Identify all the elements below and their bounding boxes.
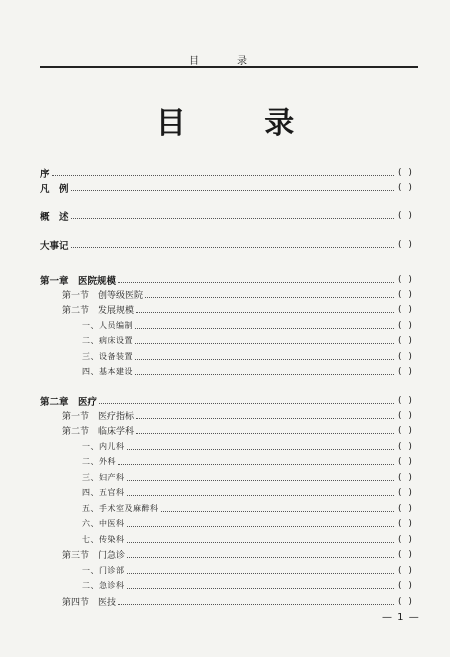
toc-leader-dots [71,189,394,191]
toc-entry-label: 二、病床设置 [82,336,133,345]
toc-entry-page: ( ) [398,565,414,576]
toc-entry[interactable] [0,272,450,287]
toc-leader-dots [136,417,394,419]
toc-entry-label: 第一章 医院规模 [40,275,117,287]
toc-leader-dots [135,342,394,344]
toc-entry-page: ( ) [398,425,414,436]
toc-entry-page: ( ) [398,274,414,285]
toc-entry-label: 大事记 [40,240,69,252]
toc-entry[interactable] [0,485,450,500]
toc-entry[interactable] [0,423,450,438]
toc-entry-label: 二、急诊科 [82,581,125,590]
toc-entry[interactable] [0,364,450,379]
toc-entry[interactable] [0,563,450,578]
toc-entry-label: 三、设备装置 [82,352,133,361]
toc-entry-label: 第二节 发展规模 [62,306,135,316]
toc-entry-page: ( ) [398,441,414,452]
toc-entry-page: ( ) [398,182,414,193]
toc-entry-page: ( ) [398,351,414,362]
toc-entry-page: ( ) [398,472,414,483]
toc-leader-dots [127,525,395,527]
toc-leader-dots [145,296,394,298]
toc-entry[interactable] [0,349,450,364]
toc-leader-dots [127,572,395,574]
toc-leader-dots [118,603,394,605]
toc-entry-page: ( ) [398,210,414,221]
toc-entry-label: 一、门诊部 [82,566,125,575]
toc-entry[interactable] [0,208,450,223]
toc-leader-dots [118,281,394,283]
toc-entry[interactable] [0,393,450,408]
toc-entry[interactable] [0,333,450,348]
header-rule [40,66,418,68]
toc-entry-page: ( ) [398,304,414,315]
toc-entry[interactable] [0,408,450,423]
toc-entry[interactable] [0,470,450,485]
toc-entry[interactable] [0,237,450,252]
toc-entry-label: 六、中医科 [82,519,125,528]
toc-entry-label: 一、内儿科 [82,442,125,451]
toc-entry-label: 四、基本建设 [82,367,133,376]
toc-entry[interactable] [0,318,450,333]
toc-entry-page: ( ) [398,487,414,498]
toc-entry-page: ( ) [398,534,414,545]
toc-entry[interactable] [0,501,450,516]
toc-entry-label: 四、五官科 [82,488,125,497]
toc-entry-label: 一、人员编制 [82,321,133,330]
page-title: 目 录 [155,106,329,141]
toc-entry[interactable] [0,532,450,547]
toc-entry-page: ( ) [398,167,414,178]
toc-leader-dots [52,174,394,176]
toc-entry-page: ( ) [398,580,414,591]
toc-entry-label: 第一节 医疗指标 [62,412,135,422]
toc-leader-dots [127,541,395,543]
toc-leader-dots [136,432,394,434]
page-number: — 1 — [382,612,420,623]
toc-leader-dots [127,587,395,589]
toc-entry-page: ( ) [398,395,414,406]
toc-leader-dots [99,402,394,404]
toc-entry[interactable] [0,547,450,562]
toc-leader-dots [127,448,395,450]
toc-entry[interactable] [0,454,450,469]
toc-entry[interactable] [0,165,450,180]
toc-entry-page: ( ) [398,596,414,607]
toc-entry-label: 五、手术室及麻醉科 [82,504,159,513]
toc-entry[interactable] [0,516,450,531]
toc-leader-dots [127,494,395,496]
toc-entry[interactable] [0,594,450,609]
toc-entry-page: ( ) [398,320,414,331]
toc-entry-page: ( ) [398,335,414,346]
toc-entry-page: ( ) [398,289,414,300]
toc-entry-label: 第一节 创等级医院 [62,291,144,301]
toc-entry-label: 序 [40,168,50,180]
toc-entry-label: 概 述 [40,211,69,223]
toc-leader-dots [135,358,394,360]
toc-leader-dots [135,327,394,329]
toc-entry-label: 第四节 医技 [62,598,117,608]
toc-entry-label: 第二章 医疗 [40,396,98,408]
toc-entry-page: ( ) [398,518,414,529]
toc-entry[interactable] [0,439,450,454]
toc-entry-label: 二、外科 [82,457,116,466]
toc-entry-label: 第三节 门急诊 [62,551,126,561]
toc-leader-dots [135,373,394,375]
toc-entry-page: ( ) [398,503,414,514]
toc-entry-page: ( ) [398,366,414,377]
toc-leader-dots [136,311,394,313]
toc-entry[interactable] [0,578,450,593]
toc-leader-dots [127,556,394,558]
toc-entry-page: ( ) [398,549,414,560]
toc-leader-dots [118,463,394,465]
toc-leader-dots [161,510,395,512]
toc-entry-label: 七、传染科 [82,535,125,544]
toc-leader-dots [71,246,394,248]
toc-entry-page: ( ) [398,239,414,250]
toc-entry[interactable] [0,180,450,195]
toc-entry[interactable] [0,287,450,302]
toc-entry[interactable] [0,302,450,317]
toc-entry-page: ( ) [398,410,414,421]
running-header: 目 录 [189,56,261,67]
toc-leader-dots [127,479,395,481]
toc-entry-page: ( ) [398,456,414,467]
toc-entry-label: 第二节 临床学科 [62,427,135,437]
toc-entry-label: 凡 例 [40,183,69,195]
toc-leader-dots [71,217,394,219]
toc-entry-label: 三、妇产科 [82,473,125,482]
